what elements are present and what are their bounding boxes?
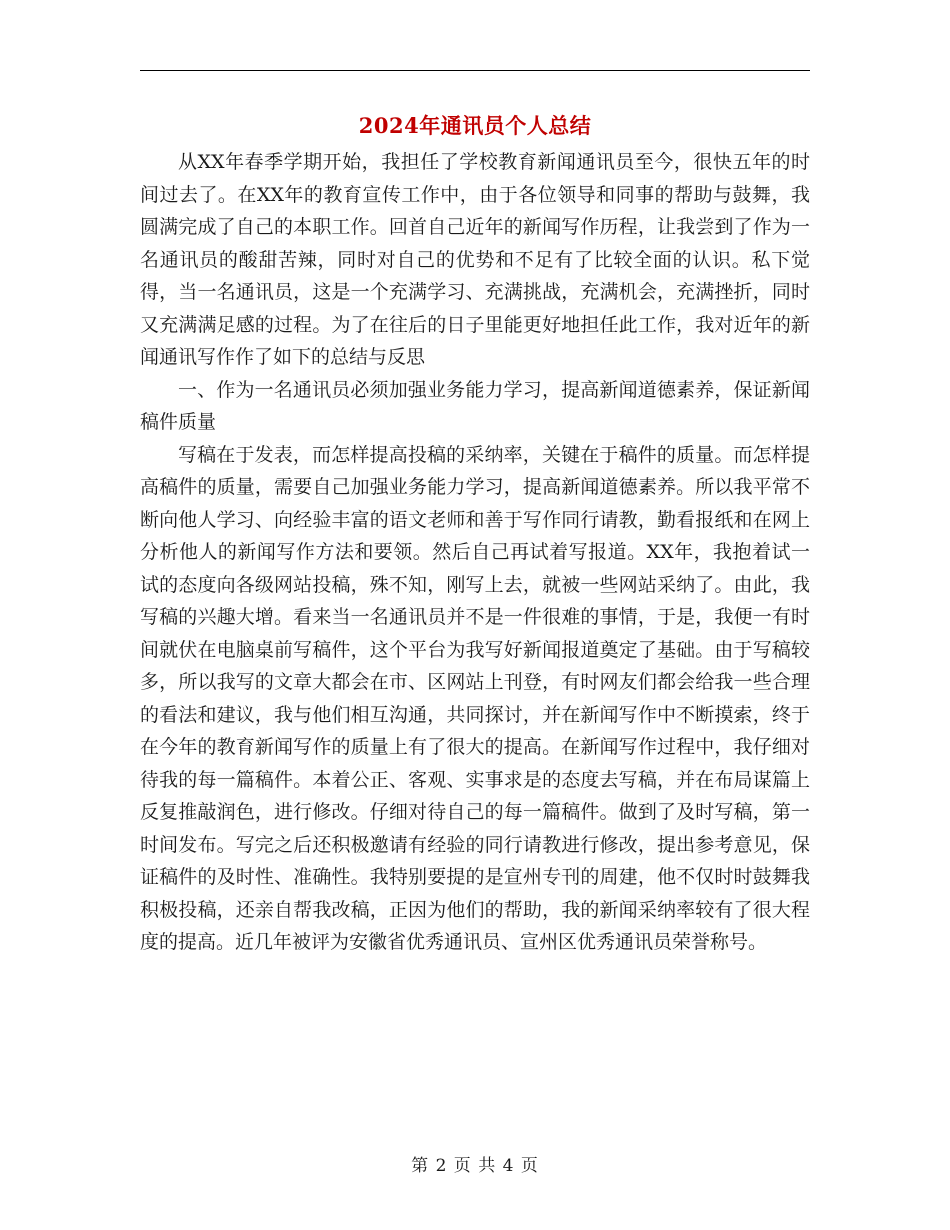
page-number-footer: 第 2 页 共 4 页 bbox=[411, 1156, 539, 1176]
body-paragraph-intro: 从XX年春季学期开始，我担任了学校教育新闻通讯员至今，很快五年的时间过去了。在XX年的教育宣传工作中，由于各位领导和同事的帮助与鼓舞，我圆满完成了自己的本职工作。回首自己近年的新闻写作历程，让我尝到了作为一名通讯员的酸甜苦辣，同时对自己的优势和不足有了比较全面的认识。私下觉得，当一名通讯员，这是一个充满学习、充满挑战，充满机会，充满挫折，同时又充满满足感的过程。为了在往后的日子里能更好地担任此工作，我对近年的新闻通讯写作作了如下的总结与反思 bbox=[140, 151, 810, 368]
body-paragraph-section-1: 写稿在于发表，而怎样提高投稿的采纳率，关键在于稿件的质量。而怎样提高稿件的质量，需要自己加强业务能力学习，提高新闻道德素养。所以我平常不断向他人学习、向经验丰富的语文老师和善于写作同行请教，勤看报纸和在网上分析他人的新闻写作方法和要领。然后自己再试着写报道。XX年，我抱着试一试的态度向各级网站投稿，殊不知，刚写上去，就被一些网站采纳了。由此，我写稿的兴趣大增。看来当一名通讯员并不是一件很难的事情，于是，我便一有时间就伏在电脑桌前写稿件，这个平台为我写好新闻报道奠定了基础。由于写稿较多，所以我写的文章大都会在市、区网站上刊登，有时网友们都会给我一些合理的看法和建议，我与他们相互沟通，共同探讨，并在新闻写作中不断摸索，终于在今年的教育新闻写作的质量上有了很大的提高。在新闻写作过程中，我仔细对待我的每一篇稿件。本着公正、客观、实事求是的态度去写稿，并在布局谋篇上反复推敲润色，进行修改。仔细对待自己的每一篇稿件。做到了及时写稿，第一时间发布。写完之后还积极邀请有经验的同行请教进行修改，提出参考意见，保证稿件的及时性、准确性。我特别要提的是宣州专刊的周建，他不仅时时鼓舞我积极投稿，还亲自帮我改稿，正因为他们的帮助，我的新闻采纳率较有了很大程度的提高。近几年被评为安徽省优秀通讯员、宣州区优秀通讯员荣誉称号。 bbox=[140, 443, 810, 953]
section-heading-1: 一、作为一名通讯员必须加强业务能力学习，提高新闻道德素养，保证新闻稿件质量 bbox=[140, 378, 810, 433]
document-title: 2024年通讯员个人总结 bbox=[358, 113, 592, 138]
header-rule bbox=[140, 70, 810, 71]
document-body bbox=[140, 146, 810, 959]
